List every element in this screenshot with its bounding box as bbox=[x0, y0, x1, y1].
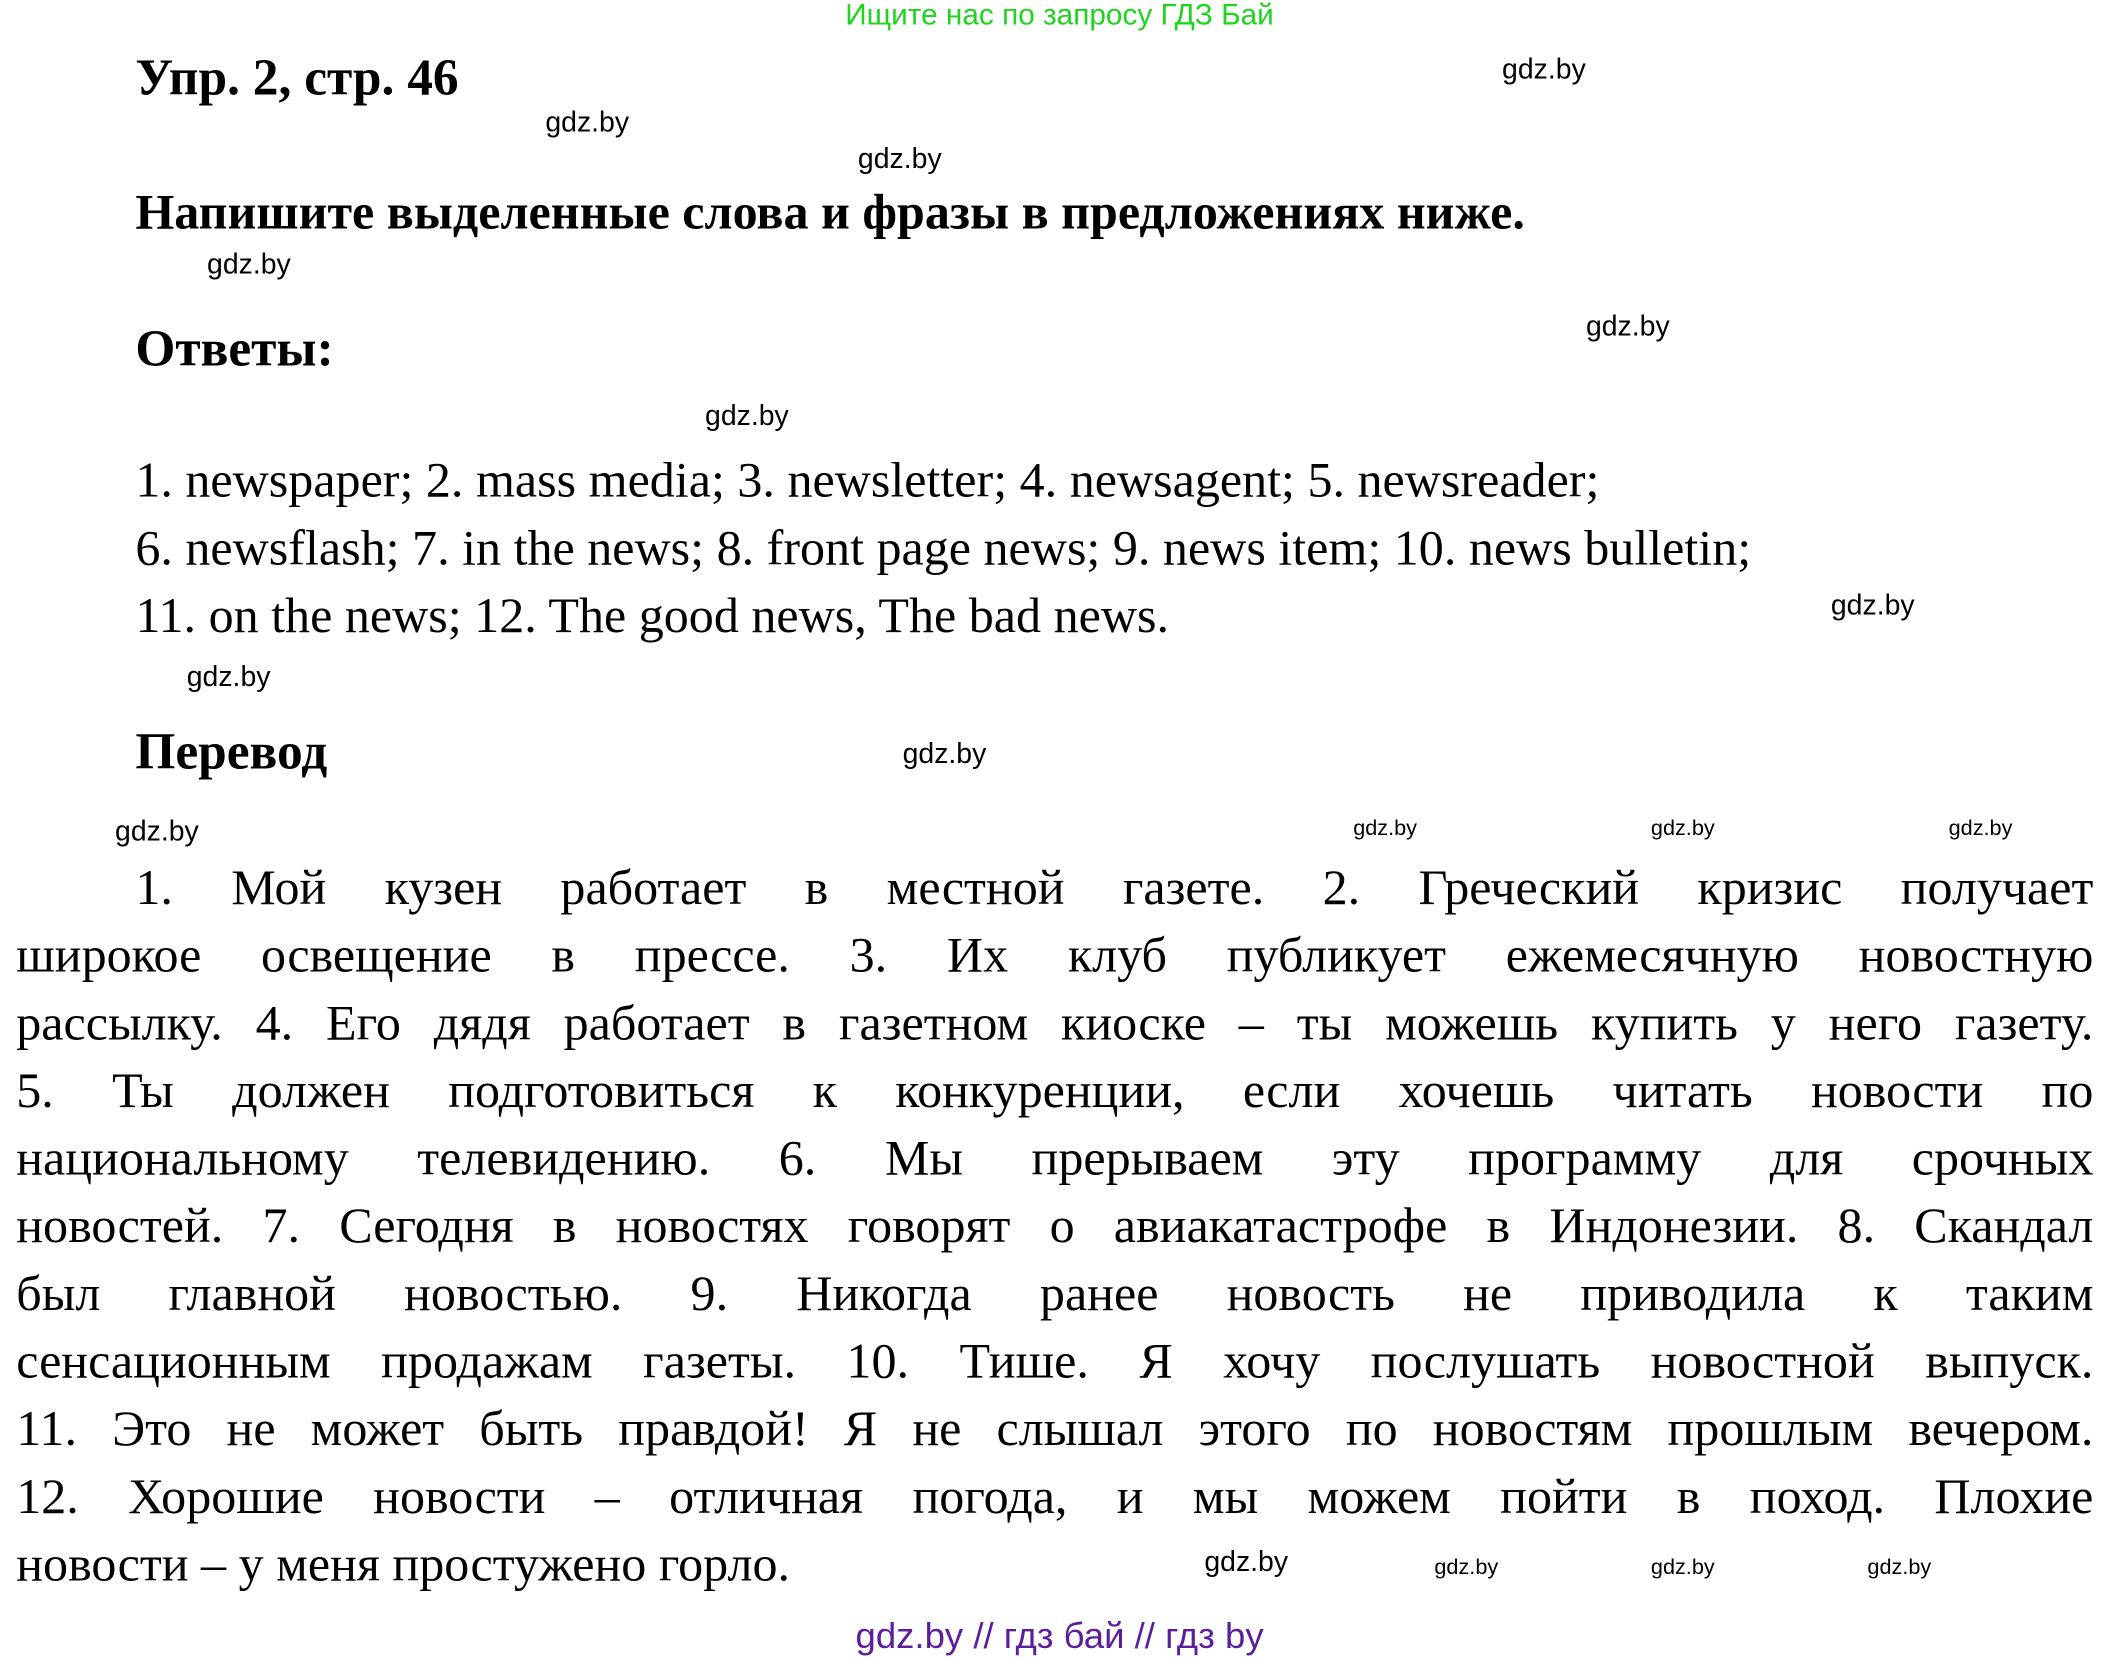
watermark: gdz.by bbox=[857, 143, 942, 175]
watermark: gdz.by bbox=[1204, 1546, 1289, 1578]
watermark: gdz.by bbox=[1434, 1556, 1499, 1580]
translation-line: 5. Ты должен подготовиться к конкуренции, если хочешь читать новости по bbox=[16, 1063, 2094, 1120]
translation-line: был главной новостью. 9. Никогда ранее новость не приводила к таким bbox=[16, 1266, 2094, 1323]
watermark: gdz.by bbox=[902, 738, 987, 770]
watermark: gdz.by bbox=[1948, 817, 2013, 841]
footer-links: gdz.by // гдз бай // гдз by bbox=[855, 1615, 1264, 1657]
watermark: gdz.by bbox=[545, 106, 630, 139]
translation-line: новостей. 7. Сегодня в новостях говорят о авиакатастрофе в Индонезии. 8. Скандал bbox=[16, 1198, 2094, 1255]
watermark: gdz.by bbox=[705, 400, 789, 432]
translation-line: широкое освещение в прессе. 3. Их клуб публикует ежемесячную новостную bbox=[16, 928, 2094, 984]
watermark: gdz.by bbox=[207, 248, 291, 281]
watermark: gdz.by bbox=[1830, 589, 1915, 622]
search-banner: Ищите нас по запросу ГДЗ Бай bbox=[845, 0, 1274, 32]
answers-heading: Ответы: bbox=[135, 320, 334, 378]
watermark: gdz.by bbox=[115, 815, 199, 848]
task-heading: Напишите выделенные слова и фразы в предложениях ниже. bbox=[135, 185, 1525, 241]
translation-heading: Перевод bbox=[135, 723, 328, 781]
watermark: gdz.by bbox=[1502, 54, 1586, 86]
watermark: gdz.by bbox=[1585, 311, 1670, 343]
watermark: gdz.by bbox=[1867, 1556, 1932, 1580]
translation-line: национальному телевидению. 6. Мы прерываем эту программу для срочных bbox=[16, 1131, 2094, 1187]
exercise-title: Упр. 2, стр. 46 bbox=[135, 50, 459, 107]
answer-line: 6. newsflash; 7. in the news; 8. front page news; 9. news item; 10. news bulletin; bbox=[135, 520, 1752, 577]
watermark: gdz.by bbox=[186, 661, 271, 693]
translation-line: 12. Хорошие новости – отличная погода, и мы можем пойти в поход. Плохие bbox=[16, 1469, 2094, 1526]
translation-line: сенсационным продажам газеты. 10. Тише. Я хочу послушать новостной выпуск. bbox=[16, 1334, 2094, 1390]
watermark: gdz.by bbox=[1353, 817, 1417, 841]
watermark: gdz.by bbox=[1650, 817, 1715, 841]
answer-line: 1. newspaper; 2. mass media; 3. newsletter; 4. newsagent; 5. newsreader; bbox=[135, 453, 1600, 509]
translation-line: новости – у меня простужено горло. bbox=[16, 1537, 791, 1593]
translation-line: 11. Это не может быть правдой! Я не слышал этого по новостям прошлым вечером. bbox=[16, 1401, 2094, 1458]
translation-line: 1. Мой кузен работает в местной газете. 2. Греческий кризис получает bbox=[135, 860, 2094, 917]
answer-line: 11. on the news; 12. The good news, The bad news. bbox=[135, 588, 1169, 645]
translation-line: рассылку. 4. Его дядя работает в газетном киоске – ты можешь купить у него газету. bbox=[16, 995, 2094, 1052]
watermark: gdz.by bbox=[1650, 1556, 1715, 1580]
translation-paragraph bbox=[16, 855, 2093, 1599]
